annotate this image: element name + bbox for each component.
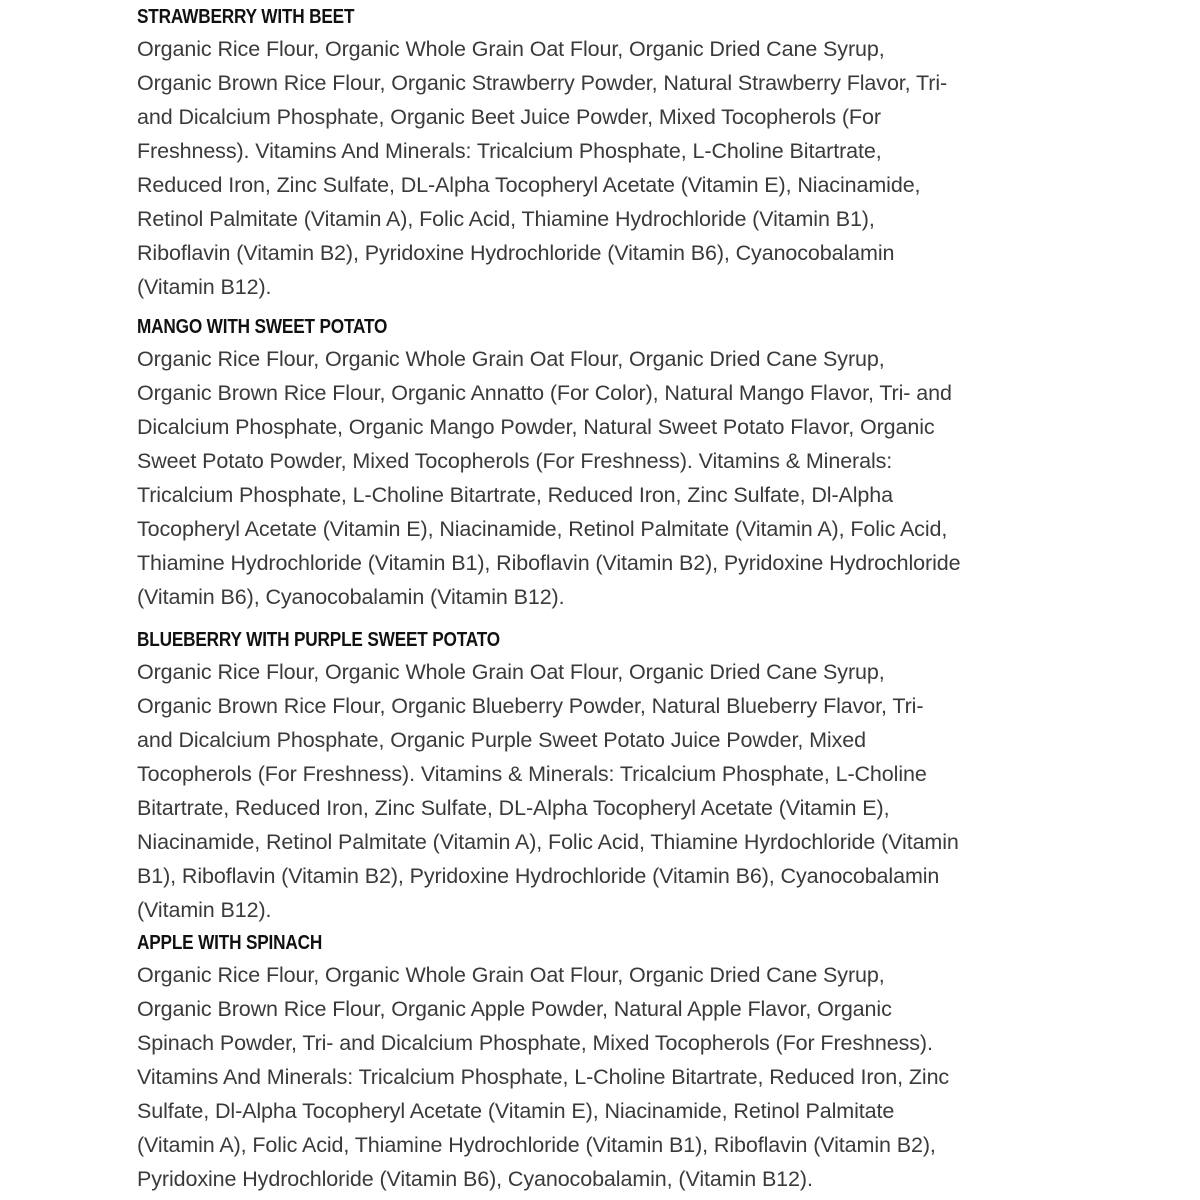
ingredient-line: Tricalcium Phosphate, L-Choline Bitartrate, Reduced Iron, Zinc Sulfate, Dl-Alpha [137,483,894,507]
ingredient-line: Organic Brown Rice Flour, Organic Blueberry Powder, Natural Blueberry Flavor, Tri- [137,694,924,718]
ingredient-line: B1), Riboflavin (Vitamin B2), Pyridoxine Hydrochloride (Vitamin B6), Cyanocobalamin [137,864,940,888]
section-strawberry-with-beet [137,2,1072,304]
ingredient-line: Tocopherols (For Freshness). Vitamins & Minerals: Tricalcium Phosphate, L-Choline [137,762,927,786]
ingredient-line: (Vitamin B6), Cyanocobalamin (Vitamin B12). [137,585,565,609]
ingredient-line: Reduced Iron, Zinc Sulfate, DL-Alpha Tocopheryl Acetate (Vitamin E), Niacinamide, [137,173,921,197]
ingredient-line: (Vitamin A), Folic Acid, Thiamine Hydrochloride (Vitamin B1), Riboflavin (Vitamin B2), [137,1133,936,1157]
ingredient-line: Organic Brown Rice Flour, Organic Apple Powder, Natural Apple Flavor, Organic [137,997,892,1021]
section-title: MANGO WITH SWEET POTATO [137,316,388,338]
ingredient-line: Thiamine Hydrochloride (Vitamin B1), Riboflavin (Vitamin B2), Pyridoxine Hydrochloride [137,551,961,575]
ingredient-line: Vitamins And Minerals: Tricalcium Phosphate, L-Choline Bitartrate, Reduced Iron, Zinc [137,1065,950,1089]
ingredient-line: Freshness). Vitamins And Minerals: Tricalcium Phosphate, L-Choline Bitartrate, [137,139,882,163]
ingredient-line: Organic Rice Flour, Organic Whole Grain Oat Flour, Organic Dried Cane Syrup, [137,37,885,61]
ingredient-line: Niacinamide, Retinol Palmitate (Vitamin A), Folic Acid, Thiamine Hyrdochloride (Vitamin [137,830,959,854]
ingredient-line: Organic Rice Flour, Organic Whole Grain Oat Flour, Organic Dried Cane Syrup, [137,660,885,684]
ingredient-line: Organic Rice Flour, Organic Whole Grain Oat Flour, Organic Dried Cane Syrup, [137,347,885,371]
ingredient-line: Organic Brown Rice Flour, Organic Strawberry Powder, Natural Strawberry Flavor, Tri- [137,71,948,95]
ingredient-line: Dicalcium Phosphate, Organic Mango Powder, Natural Sweet Potato Flavor, Organic [137,415,935,439]
section-apple-with-spinach [137,928,1072,1196]
ingredient-line: Tocopheryl Acetate (Vitamin E), Niacinamide, Retinol Palmitate (Vitamin A), Folic Acid, [137,517,948,541]
ingredient-line: Spinach Powder, Tri- and Dicalcium Phosphate, Mixed Tocopherols (For Freshness). [137,1031,933,1055]
ingredient-line: (Vitamin B12). [137,275,272,299]
ingredient-line: Bitartrate, Reduced Iron, Zinc Sulfate, DL-Alpha Tocopheryl Acetate (Vitamin E), [137,796,890,820]
ingredient-line: and Dicalcium Phosphate, Organic Purple Sweet Potato Juice Powder, Mixed [137,728,866,752]
section-title: BLUEBERRY WITH PURPLE SWEET POTATO [137,629,501,651]
section-title: STRAWBERRY WITH BEET [137,6,355,28]
ingredient-line: Organic Brown Rice Flour, Organic Annatto (For Color), Natural Mango Flavor, Tri- and [137,381,952,405]
ingredient-line: Riboflavin (Vitamin B2), Pyridoxine Hydrochloride (Vitamin B6), Cyanocobalamin [137,241,895,265]
section-mango-with-sweet-potato [137,312,1072,614]
ingredient-line: Organic Rice Flour, Organic Whole Grain Oat Flour, Organic Dried Cane Syrup, [137,963,885,987]
ingredient-line: (Vitamin B12). [137,898,272,922]
ingredient-line: Sulfate, Dl-Alpha Tocopheryl Acetate (Vitamin E), Niacinamide, Retinol Palmitate [137,1099,895,1123]
ingredient-line: Sweet Potato Powder, Mixed Tocopherols (For Freshness). Vitamins & Minerals: [137,449,893,473]
section-title: APPLE WITH SPINACH [137,932,323,954]
ingredient-line: Pyridoxine Hydrochloride (Vitamin B6), Cyanocobalamin, (Vitamin B12). [137,1167,813,1191]
ingredient-line: and Dicalcium Phosphate, Organic Beet Juice Powder, Mixed Tocopherols (For [137,105,881,129]
ingredient-line: Retinol Palmitate (Vitamin A), Folic Acid, Thiamine Hydrochloride (Vitamin B1), [137,207,875,231]
section-blueberry-with-purple-sweet-potato [137,625,1072,927]
